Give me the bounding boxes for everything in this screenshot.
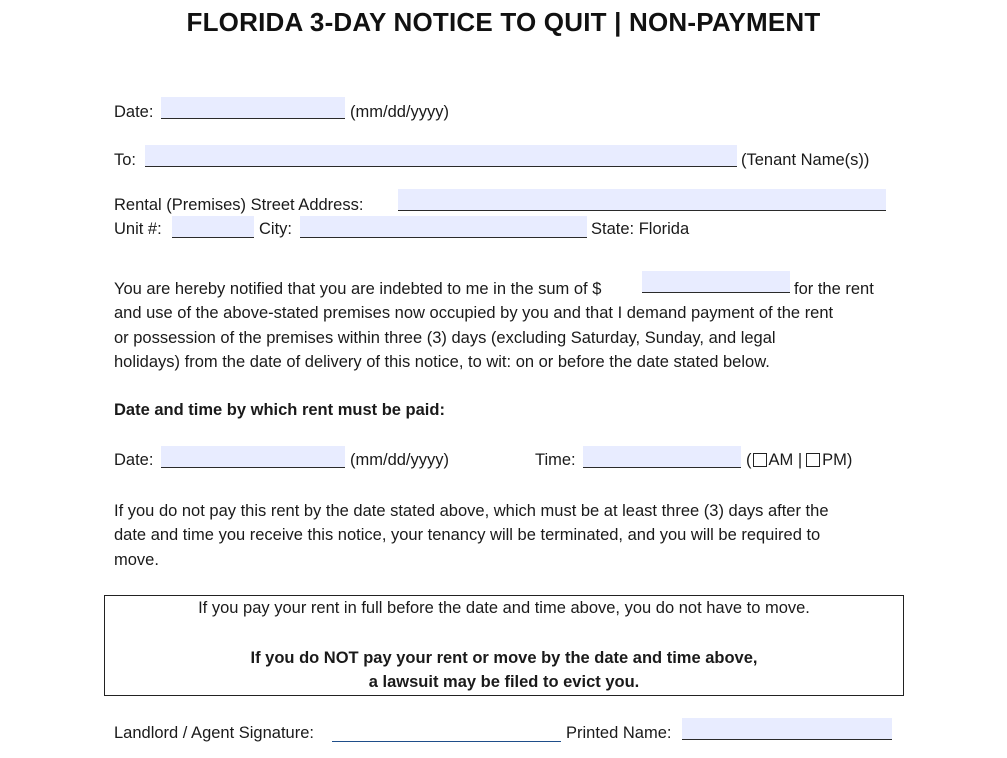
warning-line-2: If you do NOT pay your rent or move by the date and time above, (250, 649, 758, 667)
signature-line[interactable] (332, 741, 561, 742)
signature-label: Landlord / Agent Signature: (114, 724, 314, 742)
notice-line-4: holidays) from the date of delivery of this notice, to wit: on or before the date stated below. (114, 352, 770, 371)
warning-line-3: a lawsuit may be filed to evict you. (368, 673, 640, 691)
printed-name-label: Printed Name: (566, 724, 672, 742)
state-text: State: Florida (591, 220, 690, 238)
tenant-name-hint: (Tenant Name(s)) (741, 151, 870, 169)
address-label: Rental (Premises) Street Address: (114, 196, 364, 214)
date-field[interactable] (161, 97, 345, 119)
amount-field[interactable] (642, 271, 790, 293)
date-label: Date: (114, 103, 154, 121)
unit-field[interactable] (172, 216, 254, 238)
city-label: City: (259, 220, 292, 238)
warning-line-1: If you pay your rent in full before the date and time above, you do not have to move. (198, 599, 810, 617)
notice-line-3: or possession of the premises within three (3) days (excluding Saturday, Sunday, and legal (114, 328, 776, 347)
address-field[interactable] (398, 189, 886, 211)
am-pm-selector: ( AM | PM) (746, 451, 853, 469)
eviction-warning-box (104, 595, 904, 696)
deadline-time-field[interactable] (583, 446, 741, 468)
deadline-date-label: Date: (114, 451, 154, 469)
consequence-line-1: If you do not pay this rent by the date stated above, which must be at least three (3) days after the (114, 502, 829, 520)
document-title: FLORIDA 3-DAY NOTICE TO QUIT | NON-PAYMENT (186, 7, 821, 37)
unit-label: Unit #: (114, 220, 162, 238)
deadline-time-label: Time: (535, 451, 576, 469)
to-label: To: (114, 151, 137, 169)
consequence-line-3: move. (114, 550, 159, 569)
pm-checkbox[interactable] (806, 453, 820, 467)
printed-name-field[interactable] (682, 718, 892, 740)
consequence-line-2: date and time you receive this notice, your tenancy will be terminated, and you will be required to (114, 526, 821, 545)
notice-line-1: You are hereby notified that you are indebted to me in the sum of $ (114, 280, 602, 298)
deadline-heading: Date and time by which rent must be paid: (114, 401, 445, 419)
date-format-hint: (mm/dd/yyyy) (350, 103, 449, 121)
for-the-rent-text: for the rent (794, 280, 874, 298)
notice-line-2: and use of the above-stated premises now occupied by you and that I demand payment of the rent (114, 304, 834, 323)
city-field[interactable] (300, 216, 587, 238)
pm-label: PM) (822, 451, 853, 469)
tenant-name-field[interactable] (145, 145, 737, 167)
am-checkbox[interactable] (753, 453, 767, 467)
deadline-date-format-hint: (mm/dd/yyyy) (350, 451, 449, 469)
deadline-date-field[interactable] (161, 446, 345, 468)
am-label: AM | (768, 451, 803, 469)
consequence-paragraph (114, 499, 829, 572)
